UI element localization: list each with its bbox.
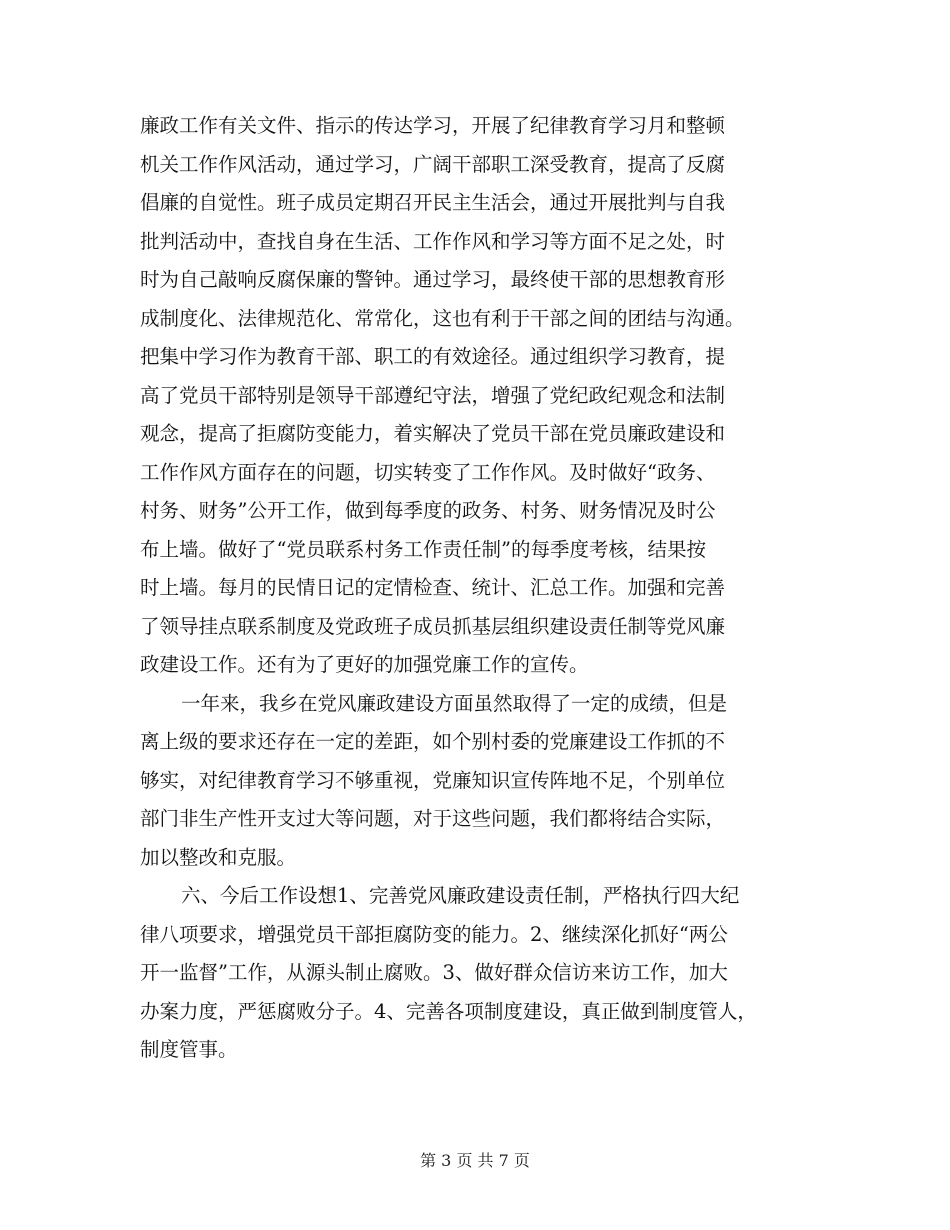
text-line: 廉政工作有关文件、指示的传达学习，开展了纪律教育学习月和整顿 <box>140 114 726 137</box>
text-line: 时上墙。每月的民情日记的定情检查、统计、汇总工作。加强和完善 <box>140 576 726 599</box>
text-line: 够实，对纪律教育学习不够重视，党廉知识宣传阵地不足，个别单位 <box>140 768 726 792</box>
text-line: 部门非生产性开支过大等问题，对于这些问题，我们都将结合实际， <box>140 807 726 830</box>
text-line: 了领导挂点联系制度及党政班子成员抓基层组织建设责任制等党风廉 <box>140 614 726 638</box>
text-line: 高了党员干部特别是领导干部遵纪守法，增强了党纪政纪观念和法制 <box>140 383 726 407</box>
text-line: 离上级的要求还存在一定的差距，如个别村委的党廉建设工作抓的不 <box>140 730 726 753</box>
text-line: 倡廉的自觉性。班子成员定期召开民主生活会，通过开展批判与自我 <box>140 191 726 214</box>
text-line: 六、今后工作设想1、完善党风廉政建设责任制，严格执行四大纪 <box>181 884 740 907</box>
text-line: 观念，提高了拒腐防变能力，着实解决了党员干部在党员廉政建设和 <box>140 422 726 445</box>
text-line: 批判活动中，查找自身在生活、工作作风和学习等方面不足之处，时 <box>140 229 726 253</box>
page-footer <box>0 1150 950 1172</box>
text-line: 开一监督”工作，从源头制止腐败。3、做好群众信访来访工作，加大 <box>140 961 728 984</box>
text-line: 村务、财务”公开工作，做到每季度的政务、村务、财务情况及时公 <box>140 499 716 522</box>
text-line: 把集中学习作为教育干部、职工的有效途径。通过组织学习教育，提 <box>140 345 726 368</box>
text-line: 政建设工作。还有为了更好的加强党廉工作的宣传。 <box>140 653 589 676</box>
text-line: 成制度化、法律规范化、常常化，这也有利于干部之间的团结与沟通。 <box>140 306 745 330</box>
text-line: 机关工作作风活动，通过学习，广阔干部职工深受教育，提高了反腐 <box>140 152 726 176</box>
body-text <box>140 107 830 1070</box>
text-line: 时为自己敲响反腐保廉的警钟。通过学习，最终使干部的思想教育形 <box>140 268 726 291</box>
text-line: 办案力度，严惩腐败分子。4、完善各项制度建设，真正做到制度管人， <box>140 999 757 1023</box>
text-line: 布上墙。做好了“党员联系村务工作责任制”的每季度考核，结果按 <box>140 537 706 561</box>
text-line: 一年来，我乡在党风廉政建设方面虽然取得了一定的成绩，但是 <box>181 691 728 715</box>
text-line: 加以整改和克服。 <box>140 845 297 869</box>
page-number-label: 第 3 页 共 7 页 <box>420 1151 530 1170</box>
text-line: 制度管事。 <box>140 1038 238 1061</box>
text-line: 工作作风方面存在的问题，切实转变了工作作风。及时做好“政务、 <box>140 460 716 484</box>
text-line: 律八项要求，增强党员干部拒腐防变的能力。2、继续深化抓好“两公 <box>140 922 728 946</box>
